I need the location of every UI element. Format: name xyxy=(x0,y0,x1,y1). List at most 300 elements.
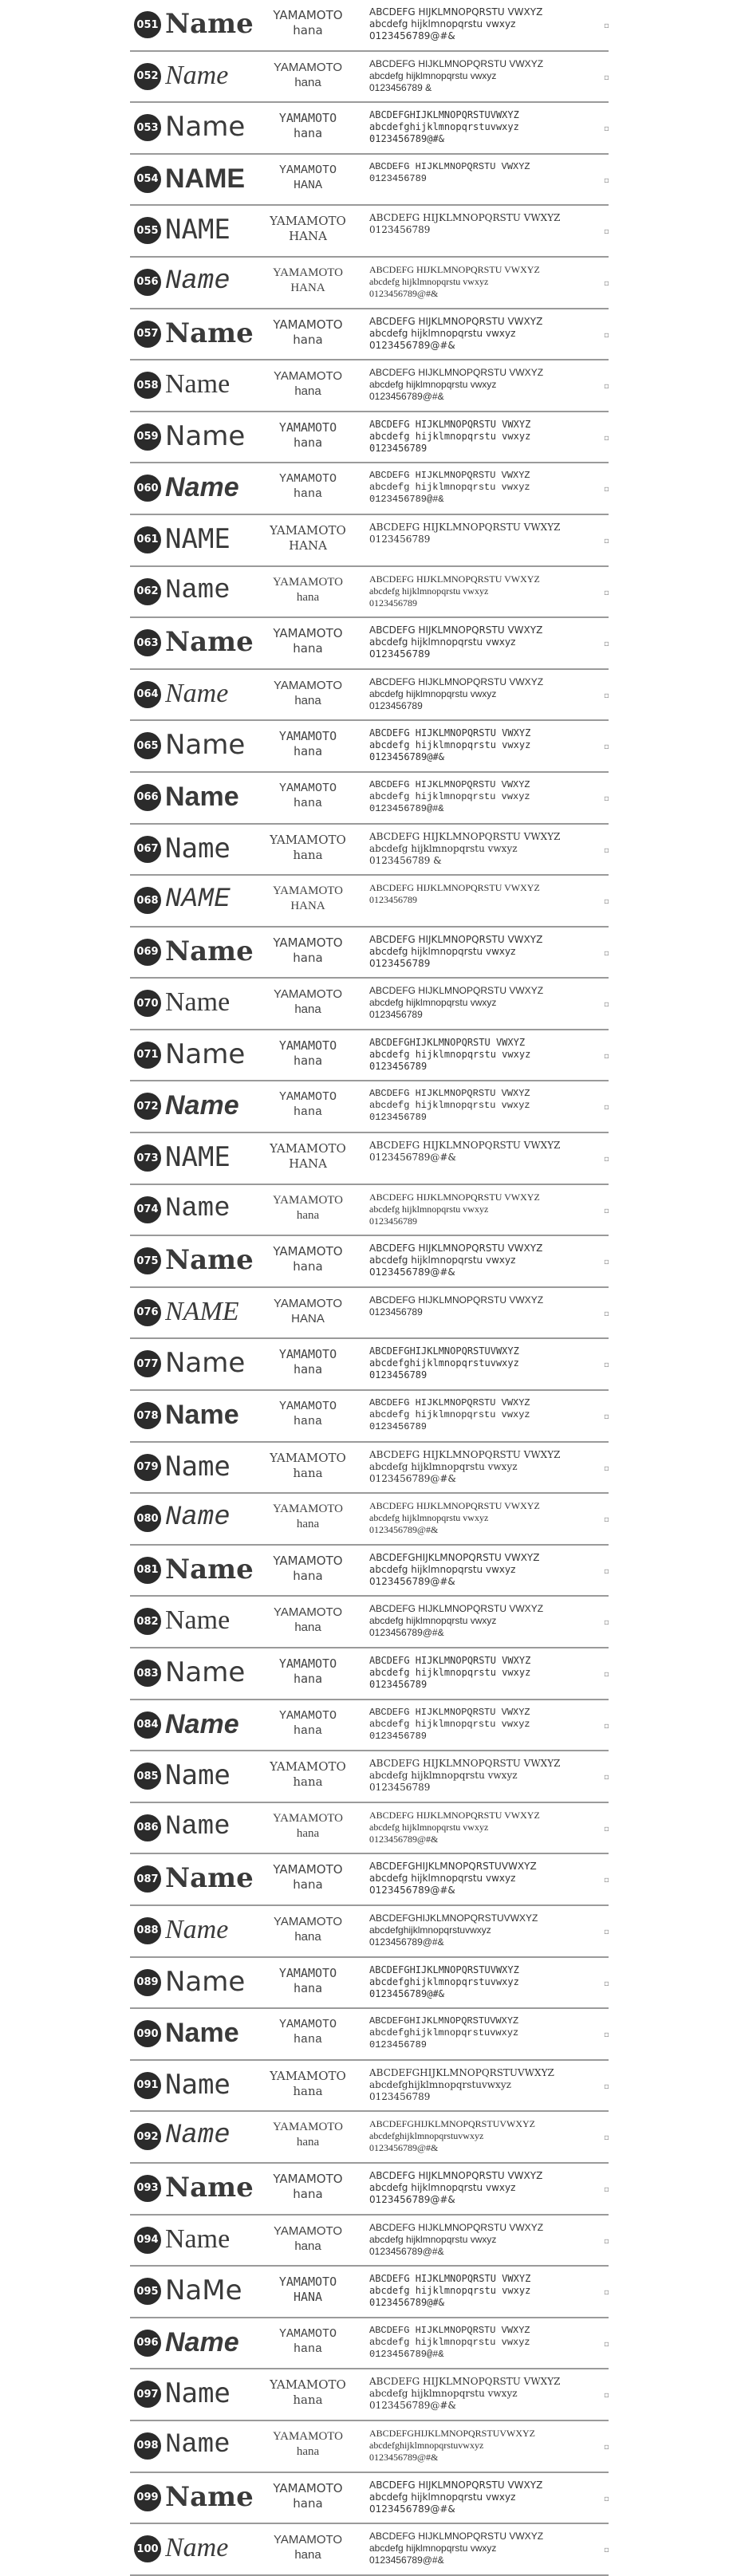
alphabet-sample: ABCDEFG HIJKLMNOPQRSTU VWXYZ abcdefg hijklmnopqrstu vwxyz 0123456789@#& xyxy=(369,367,544,403)
alphabet-sample: ABCDEFG HIJKLMNOPQRSTU VWXYZ 0123456789 xyxy=(369,212,561,236)
alphabet-sample: ABCDEFG HIJKLMNOPQRSTU VWXYZ abcdefg hijklmnopqrstu vwxyz 0123456789 xyxy=(369,1706,530,1742)
romanized-name: YAMAMOTO hana xyxy=(278,1038,337,1068)
small-square-icon: ▫ xyxy=(604,1876,609,1885)
alphabet-sample: ABCDEFGHIJKLMNOPQRSTUVWXYZ abcdefghijklmnopqrstuvwxyz 0123456789 xyxy=(369,2066,554,2102)
romanized-name: YAMAMOTO HANA xyxy=(278,2275,337,2305)
romanized-name: YAMAMOTO hana xyxy=(272,2429,344,2458)
romanized-name: YAMAMOTO hana xyxy=(278,419,337,450)
romanized-name: YAMAMOTO hana xyxy=(272,1503,344,1531)
alphabet-sample: ABCDEFG HIJKLMNOPQRSTU VWXYZ abcdefg hijklmnopqrstu vwxyz 0123456789@#& xyxy=(369,727,531,763)
font-row-056 xyxy=(130,258,609,309)
small-square-icon: ▫ xyxy=(604,485,609,494)
alphabet-sample: ABCDEFG HIJKLMNOPQRSTU VWXYZ abcdefg hijklmnopqrstu vwxyz 0123456789@#& xyxy=(369,6,543,41)
small-square-icon: ▫ xyxy=(604,2184,609,2194)
alphabet-sample: ABCDEFGHIJKLMNOPQRSTUVWXYZ abcdefghijklmnopqrstuvwxyz 0123456789@#& xyxy=(369,2427,536,2463)
font-row-051 xyxy=(130,0,609,52)
small-square-icon: ▫ xyxy=(604,1206,609,1215)
small-square-icon: ▫ xyxy=(604,742,609,752)
font-name-sample: Name xyxy=(165,729,246,762)
font-number-badge: 051 xyxy=(134,11,161,38)
small-square-icon: ▫ xyxy=(604,1051,609,1061)
font-row-068 xyxy=(130,876,609,928)
small-square-icon: ▫ xyxy=(604,2236,609,2246)
font-row-096 xyxy=(130,2318,609,2370)
font-name-sample: Name xyxy=(165,1503,231,1534)
font-name-sample: Name xyxy=(165,781,239,812)
small-square-icon: ▫ xyxy=(604,175,609,185)
font-row-100 xyxy=(130,2524,609,2576)
font-number-badge: 100 xyxy=(134,2535,161,2562)
font-name-sample: Name xyxy=(165,987,231,1018)
romanized-name: YAMAMOTO hana xyxy=(273,626,343,656)
small-square-icon: ▫ xyxy=(604,73,609,82)
romanized-name: YAMAMOTO HANA xyxy=(272,266,344,294)
font-number-badge: 091 xyxy=(134,2072,161,2099)
font-row-084 xyxy=(130,1700,609,1752)
romanized-name: YAMAMOTO hana xyxy=(273,2223,343,2253)
font-number-badge: 095 xyxy=(134,2278,161,2305)
font-row-095 xyxy=(130,2267,609,2318)
font-number-badge: 071 xyxy=(134,1042,161,1069)
alphabet-sample: ABCDEFG HIJKLMNOPQRSTU VWXYZ abcdefg hijklmnopqrstu vwxyz 0123456789@#& xyxy=(369,2221,544,2257)
romanized-name: YAMAMOTO HANA xyxy=(273,1296,343,1325)
alphabet-sample: ABCDEFG HIJKLMNOPQRSTU VWXYZ abcdefg hijklmnopqrstu vwxyz 0123456789@#& xyxy=(369,2169,543,2205)
font-row-058 xyxy=(130,360,609,412)
font-row-093 xyxy=(130,2164,609,2216)
romanized-name: YAMAMOTO hana xyxy=(278,1965,337,1995)
font-number-badge: 077 xyxy=(134,1350,161,1377)
font-row-074 xyxy=(130,1185,609,1237)
romanized-name: YAMAMOTO hana xyxy=(273,1862,343,1893)
alphabet-sample: ABCDEFG HIJKLMNOPQRSTU VWXYZ abcdefg hijklmnopqrstu vwxyz 0123456789@#& xyxy=(369,1500,540,1536)
alphabet-sample: ABCDEFG HIJKLMNOPQRSTU VWXYZ abcdefg hijklmnopqrstu vwxyz 0123456789@#& xyxy=(369,1603,544,1639)
romanized-name: YAMAMOTO hana xyxy=(273,2480,343,2511)
font-name-sample: Name xyxy=(165,8,254,40)
romanized-name: YAMAMOTO hana xyxy=(272,575,344,604)
romanized-name: YAMAMOTO hana xyxy=(278,1347,337,1377)
alphabet-sample: ABCDEFG HIJKLMNOPQRSTU VWXYZ 0123456789 xyxy=(369,1294,544,1318)
font-name-sample: Name xyxy=(165,2121,231,2152)
font-name-sample: NAME xyxy=(165,214,231,246)
small-square-icon: ▫ xyxy=(604,897,609,907)
small-square-icon: ▫ xyxy=(604,1515,609,1525)
font-name-sample: Name xyxy=(165,2018,239,2049)
romanized-name: YAMAMOTO hana xyxy=(278,1090,337,1120)
font-number-badge: 063 xyxy=(134,629,161,656)
font-number-badge: 084 xyxy=(134,1711,161,1739)
romanized-name: YAMAMOTO hana xyxy=(270,832,346,862)
font-row-083 xyxy=(130,1648,609,1700)
romanized-name: YAMAMOTO hana xyxy=(278,1400,337,1429)
font-name-sample: Name xyxy=(165,266,231,297)
font-name-sample: Name xyxy=(165,1400,239,1431)
alphabet-sample: ABCDEFG HIJKLMNOPQRSTU VWXYZ abcdefg hijklmnopqrstu vwxyz 0123456789 xyxy=(369,985,544,1021)
font-name-sample: Name xyxy=(165,1708,239,1739)
font-number-badge: 072 xyxy=(134,1093,161,1120)
alphabet-sample: ABCDEFG HIJKLMNOPQRSTU VWXYZ abcdefg hijklmnopqrstu vwxyz 0123456789@#& xyxy=(369,2273,531,2309)
font-name-sample: NaMe xyxy=(165,2275,242,2307)
alphabet-sample: ABCDEFG HIJKLMNOPQRSTU VWXYZ abcdefg hijklmnopqrstu vwxyz 0123456789@#& xyxy=(369,1243,543,1278)
font-number-badge: 080 xyxy=(134,1505,161,1532)
alphabet-sample: ABCDEFG HIJKLMNOPQRSTU VWXYZ abcdefg hijklmnopqrstu vwxyz 0123456789@#& xyxy=(369,778,530,814)
font-name-sample: Name xyxy=(165,2429,231,2460)
font-name-sample: NAME xyxy=(165,884,231,916)
font-name-sample: Name xyxy=(165,2171,254,2204)
font-row-052 xyxy=(130,52,609,104)
alphabet-sample: ABCDEFG HIJKLMNOPQRSTU VWXYZ abcdefg hijklmnopqrstu vwxyz 0123456789@#& xyxy=(369,1448,561,1484)
font-number-badge: 094 xyxy=(134,2227,161,2254)
font-row-085 xyxy=(130,1751,609,1803)
font-row-066 xyxy=(130,773,609,825)
font-number-badge: 060 xyxy=(134,475,161,502)
font-number-badge: 056 xyxy=(134,269,161,296)
small-square-icon: ▫ xyxy=(604,1258,609,1267)
alphabet-sample: ABCDEFG HIJKLMNOPQRSTU VWXYZ abcdefg hijklmnopqrstu vwxyz 0123456789@#& xyxy=(369,470,530,506)
romanized-name: YAMAMOTO hana xyxy=(273,317,343,347)
font-number-badge: 069 xyxy=(134,939,161,966)
font-number-badge: 096 xyxy=(134,2330,161,2357)
small-square-icon: ▫ xyxy=(604,1103,609,1113)
small-square-icon: ▫ xyxy=(604,2391,609,2401)
font-name-sample: Name xyxy=(165,1759,231,1792)
alphabet-sample: ABCDEFG HIJKLMNOPQRSTU VWXYZ abcdefg hijklmnopqrstu vwxyz 0123456789 xyxy=(369,1088,530,1124)
font-row-077 xyxy=(130,1339,609,1391)
small-square-icon: ▫ xyxy=(604,22,609,30)
alphabet-sample: ABCDEFGHIJKLMNOPQRSTUVWXYZ abcdefghijklmnopqrstuvwxyz 0123456789 xyxy=(369,1345,519,1381)
font-row-090 xyxy=(130,2009,609,2061)
font-name-sample: Name xyxy=(165,1605,231,1636)
small-square-icon: ▫ xyxy=(604,1361,609,1370)
romanized-name: YAMAMOTO hana xyxy=(278,781,337,810)
small-square-icon: ▫ xyxy=(604,1670,609,1679)
alphabet-sample: ABCDEFGHIJKLMNOPQRSTUVWXYZ abcdefghijklmnopqrstuvwxyz 0123456789@#& xyxy=(369,1964,519,1999)
font-row-062 xyxy=(130,567,609,619)
font-name-sample: Name xyxy=(165,2068,231,2101)
font-number-badge: 055 xyxy=(134,217,161,244)
font-name-sample: Name xyxy=(165,626,254,659)
font-row-082 xyxy=(130,1597,609,1648)
font-number-badge: 093 xyxy=(134,2175,161,2202)
font-number-badge: 062 xyxy=(134,578,161,605)
font-row-092 xyxy=(130,2112,609,2164)
font-number-badge: 053 xyxy=(134,114,161,141)
romanized-name: YAMAMOTO hana xyxy=(273,678,343,707)
font-number-badge: 054 xyxy=(134,166,161,193)
font-number-badge: 098 xyxy=(134,2432,161,2460)
font-number-badge: 073 xyxy=(134,1144,161,1172)
alphabet-sample: ABCDEFG HIJKLMNOPQRSTU VWXYZ abcdefg hijklmnopqrstu vwxyz 0123456789 xyxy=(369,1758,561,1794)
font-row-089 xyxy=(130,1958,609,2010)
font-row-072 xyxy=(130,1081,609,1133)
small-square-icon: ▫ xyxy=(604,588,609,597)
font-name-sample: NAME xyxy=(165,522,231,555)
alphabet-sample: ABCDEFG HIJKLMNOPQRSTU VWXYZ abcdefg hijklmnopqrstu vwxyz 0123456789@#& xyxy=(369,2324,530,2360)
font-name-sample: Name xyxy=(165,1347,246,1380)
small-square-icon: ▫ xyxy=(604,845,609,855)
romanized-name: YAMAMOTO hana xyxy=(272,2121,344,2149)
font-number-badge: 083 xyxy=(134,1660,161,1687)
font-row-061 xyxy=(130,515,609,567)
font-name-sample: NAME xyxy=(165,163,246,194)
romanized-name: YAMAMOTO hana xyxy=(273,2533,343,2562)
alphabet-sample: ABCDEFG HIJKLMNOPQRSTU VWXYZ abcdefg hijklmnopqrstu vwxyz 0123456789 & xyxy=(369,57,544,93)
small-square-icon: ▫ xyxy=(604,2030,609,2040)
font-name-sample: Name xyxy=(165,111,246,144)
romanized-name: YAMAMOTO hana xyxy=(273,1244,343,1274)
small-square-icon: ▫ xyxy=(604,948,609,958)
small-square-icon: ▫ xyxy=(604,794,609,803)
alphabet-sample: ABCDEFG HIJKLMNOPQRSTU VWXYZ abcdefg hijklmnopqrstu vwxyz 0123456789@#& xyxy=(369,315,543,351)
alphabet-sample: ABCDEFG HIJKLMNOPQRSTU VWXYZ abcdefg hijklmnopqrstu vwxyz 0123456789 xyxy=(369,573,540,609)
font-name-sample: Name xyxy=(165,419,246,452)
romanized-name: YAMAMOTO hana xyxy=(278,1656,337,1686)
small-square-icon: ▫ xyxy=(604,1773,609,1782)
small-square-icon: ▫ xyxy=(604,2339,609,2349)
font-name-sample: Name xyxy=(165,2326,239,2357)
alphabet-sample: ABCDEFG HIJKLMNOPQRSTU VWXYZ 0123456789 xyxy=(369,521,561,545)
romanized-name: YAMAMOTO hana xyxy=(278,472,337,502)
font-number-badge: 058 xyxy=(134,372,161,399)
small-square-icon: ▫ xyxy=(604,433,609,443)
romanized-name: YAMAMOTO hana xyxy=(278,2326,337,2356)
font-row-054 xyxy=(130,155,609,207)
font-row-078 xyxy=(130,1391,609,1443)
font-row-087 xyxy=(130,1854,609,1906)
font-name-sample: Name xyxy=(165,1193,231,1224)
font-number-badge: 064 xyxy=(134,681,161,708)
font-row-060 xyxy=(130,463,609,515)
font-number-badge: 081 xyxy=(134,1557,161,1584)
font-number-badge: 052 xyxy=(134,63,161,90)
romanized-name: YAMAMOTO hana xyxy=(270,1450,346,1480)
font-name-sample: Name xyxy=(165,60,229,90)
font-number-badge: 082 xyxy=(134,1608,161,1635)
font-number-badge: 086 xyxy=(134,1814,161,1841)
font-number-badge: 061 xyxy=(134,526,161,553)
font-number-badge: 088 xyxy=(134,1917,161,1944)
alphabet-sample: ABCDEFG HIJKLMNOPQRSTU VWXYZ abcdefg hijklmnopqrstu vwxyz 0123456789 xyxy=(369,1191,540,1227)
small-square-icon: ▫ xyxy=(604,1618,609,1628)
romanized-name: YAMAMOTO hana xyxy=(273,60,343,89)
font-name-sample: Name xyxy=(165,832,231,865)
font-number-badge: 059 xyxy=(134,423,161,451)
font-number-badge: 090 xyxy=(134,2020,161,2047)
romanized-name: YAMAMOTO hana xyxy=(270,1759,346,1790)
romanized-name: YAMAMOTO hana xyxy=(272,1811,344,1840)
alphabet-sample: ABCDEFG HIJKLMNOPQRSTU VWXYZ abcdefg hijklmnopqrstu vwxyz 0123456789@#& xyxy=(369,2531,544,2566)
font-number-badge: 076 xyxy=(134,1299,161,1326)
font-name-sample: Name xyxy=(165,1862,254,1895)
small-square-icon: ▫ xyxy=(604,1566,609,1576)
small-square-icon: ▫ xyxy=(604,1824,609,1834)
alphabet-sample: ABCDEFG HIJKLMNOPQRSTU VWXYZ 0123456789 xyxy=(369,882,540,906)
font-row-076 xyxy=(130,1288,609,1340)
font-name-sample: Name xyxy=(165,1090,239,1121)
romanized-name: YAMAMOTO hana xyxy=(273,8,343,37)
font-row-059 xyxy=(130,412,609,464)
romanized-name: YAMAMOTO hana xyxy=(278,2018,337,2047)
font-name-sample: Name xyxy=(165,678,229,708)
small-square-icon: ▫ xyxy=(604,227,609,237)
small-square-icon: ▫ xyxy=(604,1309,609,1318)
alphabet-sample: ABCDEFG HIJKLMNOPQRSTU VWXYZ 0123456789 xyxy=(369,160,530,184)
font-row-071 xyxy=(130,1030,609,1082)
font-name-sample: Name xyxy=(165,1811,231,1842)
font-row-099 xyxy=(130,2473,609,2525)
font-sample-list xyxy=(130,0,609,2576)
small-square-icon: ▫ xyxy=(604,2494,609,2503)
small-square-icon: ▫ xyxy=(604,1000,609,1010)
font-number-badge: 068 xyxy=(134,887,161,914)
alphabet-sample: ABCDEFG HIJKLMNOPQRSTU VWXYZ abcdefg hijklmnopqrstu vwxyz 0123456789 xyxy=(369,624,543,660)
romanized-name: YAMAMOTO hana xyxy=(270,2377,346,2408)
font-row-094 xyxy=(130,2216,609,2267)
font-number-badge: 057 xyxy=(134,321,161,348)
alphabet-sample: ABCDEFGHIJKLMNOPQRSTUVWXYZ abcdefghijklmnopqrstuvwxyz 0123456789 xyxy=(369,2015,519,2051)
alphabet-sample: ABCDEFGHIJKLMNOPQRSTU VWXYZ abcdefg hijklmnopqrstu vwxyz 0123456789 xyxy=(369,1036,531,1072)
font-number-badge: 065 xyxy=(134,732,161,759)
font-row-053 xyxy=(130,103,609,155)
font-number-badge: 067 xyxy=(134,836,161,863)
alphabet-sample: ABCDEFG HIJKLMNOPQRSTU VWXYZ abcdefg hijklmnopqrstu vwxyz 0123456789 & xyxy=(369,830,561,866)
font-name-sample: Name xyxy=(165,1656,246,1688)
romanized-name: YAMAMOTO hana xyxy=(278,1708,337,1738)
romanized-name: YAMAMOTO hana xyxy=(273,1605,343,1635)
romanized-name: YAMAMOTO hana xyxy=(273,1914,343,1944)
small-square-icon: ▫ xyxy=(604,536,609,546)
romanized-name: YAMAMOTO hana xyxy=(273,987,343,1017)
font-row-091 xyxy=(130,2061,609,2113)
font-name-sample: Name xyxy=(165,1553,254,1585)
font-row-070 xyxy=(130,979,609,1030)
font-name-sample: Name xyxy=(165,472,239,503)
alphabet-sample: ABCDEFGHIJKLMNOPQRSTU VWXYZ abcdefg hijklmnopqrstu vwxyz 0123456789@#& xyxy=(369,1551,540,1587)
font-row-067 xyxy=(130,825,609,876)
font-name-sample: Name xyxy=(165,1450,231,1483)
small-square-icon: ▫ xyxy=(604,278,609,288)
small-square-icon: ▫ xyxy=(604,640,609,649)
font-row-073 xyxy=(130,1133,609,1185)
romanized-name: YAMAMOTO hana xyxy=(278,729,337,759)
font-row-097 xyxy=(130,2369,609,2421)
font-name-sample: Name xyxy=(165,935,254,967)
alphabet-sample: ABCDEFGHIJKLMNOPQRSTUVWXYZ abcdefghijklmnopqrstuvwxyz 0123456789@#& xyxy=(369,1912,538,1948)
font-number-badge: 070 xyxy=(134,990,161,1017)
font-name-sample: Name xyxy=(165,1244,254,1277)
font-name-sample: Name xyxy=(165,317,254,349)
font-number-badge: 078 xyxy=(134,1402,161,1429)
alphabet-sample: ABCDEFG HIJKLMNOPQRSTU VWXYZ 0123456789@#& xyxy=(369,1140,561,1164)
small-square-icon: ▫ xyxy=(604,382,609,392)
small-square-icon: ▫ xyxy=(604,2442,609,2452)
font-name-sample: Name xyxy=(165,369,231,400)
font-number-badge: 066 xyxy=(134,784,161,811)
alphabet-sample: ABCDEFGHIJKLMNOPQRSTUVWXYZ abcdefghijklmnopqrstuvwxyz 0123456789@#& xyxy=(369,2118,536,2154)
font-number-badge: 089 xyxy=(134,1969,161,1996)
font-name-sample: Name xyxy=(165,1914,229,1944)
font-row-055 xyxy=(130,206,609,258)
alphabet-sample: ABCDEFGHIJKLMNOPQRSTUVWXYZ abcdefg hijklmnopqrstu vwxyz 0123456789@#& xyxy=(369,1861,537,1897)
romanized-name: YAMAMOTO hana xyxy=(273,1553,343,1583)
small-square-icon: ▫ xyxy=(604,2288,609,2298)
font-row-065 xyxy=(130,721,609,773)
font-name-sample: Name xyxy=(165,575,231,606)
font-number-badge: 075 xyxy=(134,1247,161,1274)
font-row-063 xyxy=(130,618,609,670)
font-name-sample: Name xyxy=(165,1038,246,1070)
font-number-badge: 074 xyxy=(134,1196,161,1223)
alphabet-sample: ABCDEFG HIJKLMNOPQRSTU VWXYZ abcdefg hijklmnopqrstu vwxyz 0123456789@#& xyxy=(369,2376,561,2412)
font-row-088 xyxy=(130,1906,609,1958)
font-name-sample: Name xyxy=(165,2377,231,2410)
romanized-name: YAMAMOTO hana xyxy=(273,935,343,965)
alphabet-sample: ABCDEFG HIJKLMNOPQRSTU VWXYZ abcdefg hijklmnopqrstu vwxyz 0123456789@#& xyxy=(369,263,540,299)
romanized-name: YAMAMOTO HANA xyxy=(270,522,346,553)
small-square-icon: ▫ xyxy=(604,2546,609,2555)
romanized-name: YAMAMOTO HANA xyxy=(278,163,337,192)
font-row-098 xyxy=(130,2421,609,2473)
small-square-icon: ▫ xyxy=(604,2133,609,2143)
font-name-sample: Name xyxy=(165,2480,254,2513)
font-row-064 xyxy=(130,670,609,722)
romanized-name: YAMAMOTO hana xyxy=(272,1193,344,1222)
font-number-badge: 085 xyxy=(134,1763,161,1790)
font-row-069 xyxy=(130,928,609,979)
romanized-name: YAMAMOTO hana xyxy=(273,2171,343,2201)
small-square-icon: ▫ xyxy=(604,1979,609,1988)
romanized-name: YAMAMOTO HANA xyxy=(270,214,346,244)
font-number-badge: 099 xyxy=(134,2484,161,2511)
font-row-086 xyxy=(130,1803,609,1855)
alphabet-sample: ABCDEFG HIJKLMNOPQRSTU VWXYZ abcdefg hijklmnopqrstu vwxyz 0123456789 xyxy=(369,933,543,969)
romanized-name: YAMAMOTO hana xyxy=(273,369,343,399)
font-row-081 xyxy=(130,1546,609,1597)
romanized-name: YAMAMOTO HANA xyxy=(270,1141,346,1172)
font-number-badge: 079 xyxy=(134,1454,161,1481)
small-square-icon: ▫ xyxy=(604,1721,609,1731)
font-row-075 xyxy=(130,1236,609,1288)
font-number-badge: 087 xyxy=(134,1865,161,1893)
small-square-icon: ▫ xyxy=(604,1927,609,1936)
font-row-079 xyxy=(130,1443,609,1495)
small-square-icon: ▫ xyxy=(604,2082,609,2091)
font-row-057 xyxy=(130,309,609,361)
font-number-badge: 092 xyxy=(134,2123,161,2150)
small-square-icon: ▫ xyxy=(604,1463,609,1473)
small-square-icon: ▫ xyxy=(604,1412,609,1422)
romanized-name: YAMAMOTO hana xyxy=(270,2068,346,2098)
alphabet-sample: ABCDEFG HIJKLMNOPQRSTU VWXYZ abcdefg hijklmnopqrstu vwxyz 0123456789 xyxy=(369,1397,530,1433)
font-name-sample: Name xyxy=(165,2223,231,2254)
font-row-080 xyxy=(130,1494,609,1546)
small-square-icon: ▫ xyxy=(604,330,609,340)
font-name-sample: NAME xyxy=(165,1141,231,1174)
small-square-icon: ▫ xyxy=(604,691,609,700)
font-name-sample: Name xyxy=(165,1965,246,1998)
font-name-sample: NAME xyxy=(165,1296,239,1326)
romanized-name: YAMAMOTO HANA xyxy=(272,884,344,913)
alphabet-sample: ABCDEFG HIJKLMNOPQRSTU VWXYZ abcdefg hijklmnopqrstu vwxyz 0123456789 xyxy=(369,1655,531,1690)
romanized-name: YAMAMOTO hana xyxy=(278,111,337,141)
alphabet-sample: ABCDEFG HIJKLMNOPQRSTU VWXYZ abcdefg hijklmnopqrstu vwxyz 0123456789@#& xyxy=(369,1809,540,1845)
alphabet-sample: ABCDEFG HIJKLMNOPQRSTU VWXYZ abcdefg hijklmnopqrstu vwxyz 0123456789@#& xyxy=(369,2479,543,2515)
font-name-sample: Name xyxy=(165,2533,229,2563)
alphabet-sample: ABCDEFGHIJKLMNOPQRSTUVWXYZ abcdefghijklmnopqrstuvwxyz 0123456789@#& xyxy=(369,109,519,145)
small-square-icon: ▫ xyxy=(604,1155,609,1164)
alphabet-sample: ABCDEFG HIJKLMNOPQRSTU VWXYZ abcdefg hijklmnopqrstu vwxyz 0123456789 xyxy=(369,418,531,454)
font-number-badge: 097 xyxy=(134,2381,161,2408)
small-square-icon: ▫ xyxy=(604,124,609,134)
